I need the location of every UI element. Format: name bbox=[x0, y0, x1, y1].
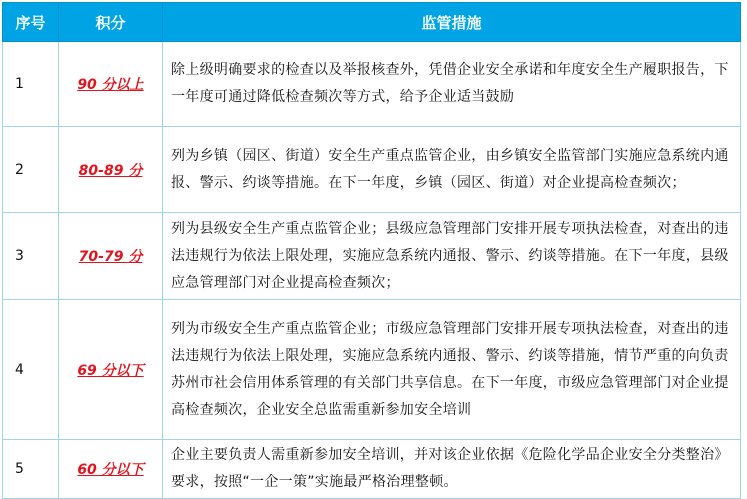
row-no: 3 bbox=[3, 213, 59, 300]
table-row bbox=[3, 42, 741, 127]
row-measures: 除上级明确要求的检查以及举报核查外，凭借企业安全承诺和年度安全生产履职报告，下一年度可通过降低检查频次等方式，给予企业适当鼓励 bbox=[163, 42, 741, 127]
row-measures: 列为市级安全生产重点监管企业；市级应急管理部门安排开展专项执法检查，对查出的违法违规行为依法上限处理，实施应急系统内通报、警示、约谈等措施，情节严重的向负责苏州市社会信用体系管理的有关部门共享信息。在下一年度，市级应急管理部门对企业提高检查频次，企业安全总监需重新参加安全培训 bbox=[163, 300, 741, 440]
row-measures: 列为县级安全生产重点监管企业；县级应急管理部门安排开展专项执法检查，对查出的违法违规行为依法上限处理，实施应急系统内通报、警示、约谈等措施。在下一年度，县级应急管理部门对企业提高检查频次； bbox=[163, 213, 741, 300]
regulation-table bbox=[2, 2, 741, 499]
row-no: 2 bbox=[3, 127, 59, 213]
table-row bbox=[3, 440, 741, 499]
row-measures: 企业主要负责人需重新参加安全培训，并对该企业依据《危险化学品企业安全分类整治》要求，按照“一企一策”实施最严格治理整顿。 bbox=[163, 440, 741, 499]
table-row bbox=[3, 300, 741, 440]
row-score: 80-89 分 bbox=[59, 127, 163, 213]
row-score: 70-79 分 bbox=[59, 213, 163, 300]
header-no: 序号 bbox=[3, 3, 59, 42]
table-row bbox=[3, 127, 741, 213]
header-measures: 监管措施 bbox=[163, 3, 741, 42]
header-row bbox=[3, 3, 741, 42]
row-score: 60 分以下 bbox=[59, 440, 163, 499]
row-no: 5 bbox=[3, 440, 59, 499]
row-no: 1 bbox=[3, 42, 59, 127]
row-score: 90 分以上 bbox=[59, 42, 163, 127]
row-measures: 列为乡镇（园区、街道）安全生产重点监管企业，由乡镇安全监管部门实施应急系统内通报、警示、约谈等措施。在下一年度，乡镇（园区、街道）对企业提高检查频次； bbox=[163, 127, 741, 213]
table-row bbox=[3, 213, 741, 300]
row-score: 69 分以下 bbox=[59, 300, 163, 440]
header-score: 积分 bbox=[59, 3, 163, 42]
row-no: 4 bbox=[3, 300, 59, 440]
